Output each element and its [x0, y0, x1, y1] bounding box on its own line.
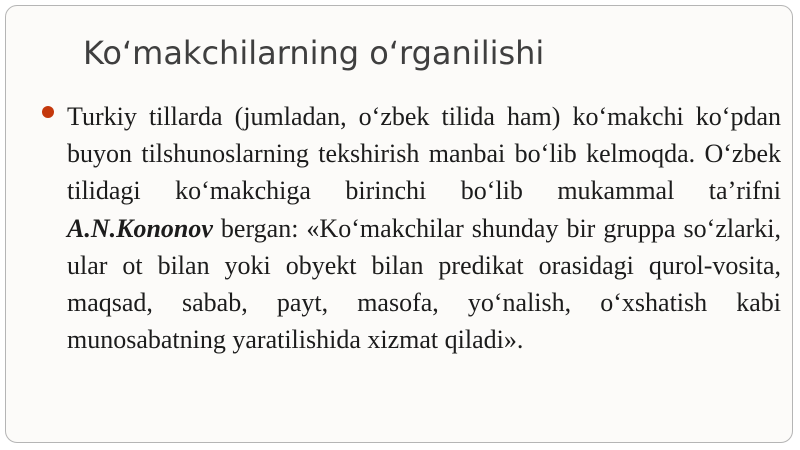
bullet-icon — [42, 106, 54, 118]
author-name: A.N.Kononov — [67, 213, 213, 243]
body-paragraph — [67, 98, 781, 358]
slide-title: Koʻmakchilarning oʻrganilishi — [83, 34, 545, 72]
paragraph-text-before-author: Turkiy tillarda (jumladan, oʻzbek tilida ham) koʻmakchi koʻpdan buyon tilshunoslarning tekshirish manbai boʻlib kelmoqda. Oʻzbek tilidagi koʻmakchiga birinchi boʻlib mukammal taʼrifni — [67, 102, 781, 206]
paragraph-text-after-author: bergan: «Koʻmakchilar shunday bir gruppa soʻzlarki, ular ot bilan yoki obyekt bilan predikat orasidagi qurol-vosita, maqsad, sabab, payt, masofa, yoʻnalish, oʻxshatish kabi munosabatning yaratilishida xizmat qiladi». — [67, 213, 781, 355]
slide — [5, 5, 793, 443]
